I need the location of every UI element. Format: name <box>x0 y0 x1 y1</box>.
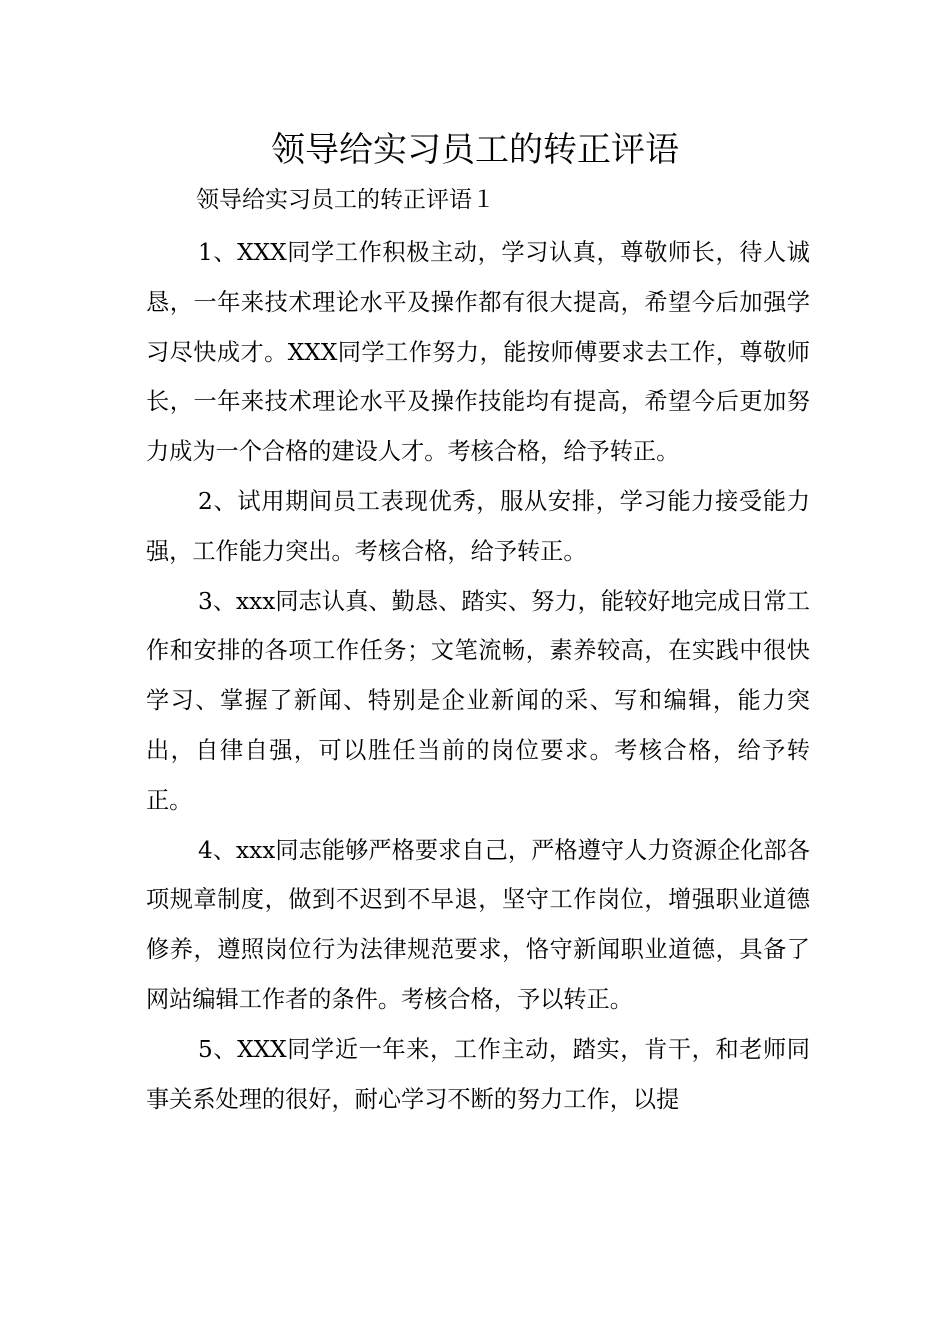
paragraph-2: 2、试用期间员工表现优秀，服从安排，学习能力接受能力强，工作能力突出。考核合格，给予转正。 <box>146 487 810 565</box>
document-body <box>146 228 810 1124</box>
paragraph-3: 3、xxx同志认真、勤恳、踏实、努力，能较好地完成日常工作和安排的各项工作任务；文笔流畅，素养较高，在实践中很快学习、掌握了新闻、特别是企业新闻的采、写和编辑，能力突出，自律自强，可以胜任当前的岗位要求。考核合格，给予转正。 <box>146 587 810 814</box>
document-title: 领导给实习员工的转正评语 <box>271 130 679 170</box>
paragraph-5: 5、XXX同学近一年来，工作主动，踏实，肯干，和老师同事关系处理的很好，耐心学习不断的努力工作，以提 <box>146 1035 810 1113</box>
paragraph-1: 1、XXX同学工作积极主动，学习认真，尊敬师长，待人诚恳，一年来技术理论水平及操作都有很大提高，希望今后加强学习尽快成才。XXX同学工作努力，能按师傅要求去工作，尊敬师长，一年来技术理论水平及操作技能均有提高，希望今后更加努力成为一个合格的建设人才。考核合格，给予转正。 <box>146 239 810 466</box>
paragraph-4: 4、xxx同志能够严格要求自己，严格遵守人力资源企化部各项规章制度，做到不迟到不早退，坚守工作岗位，增强职业道德修养，遵照岗位行为法律规范要求，恪守新闻职业道德，具备了网站编辑工作者的条件。考核合格，予以转正。 <box>146 836 810 1013</box>
document-subtitle: 领导给实习员工的转正评语１ <box>196 187 495 213</box>
